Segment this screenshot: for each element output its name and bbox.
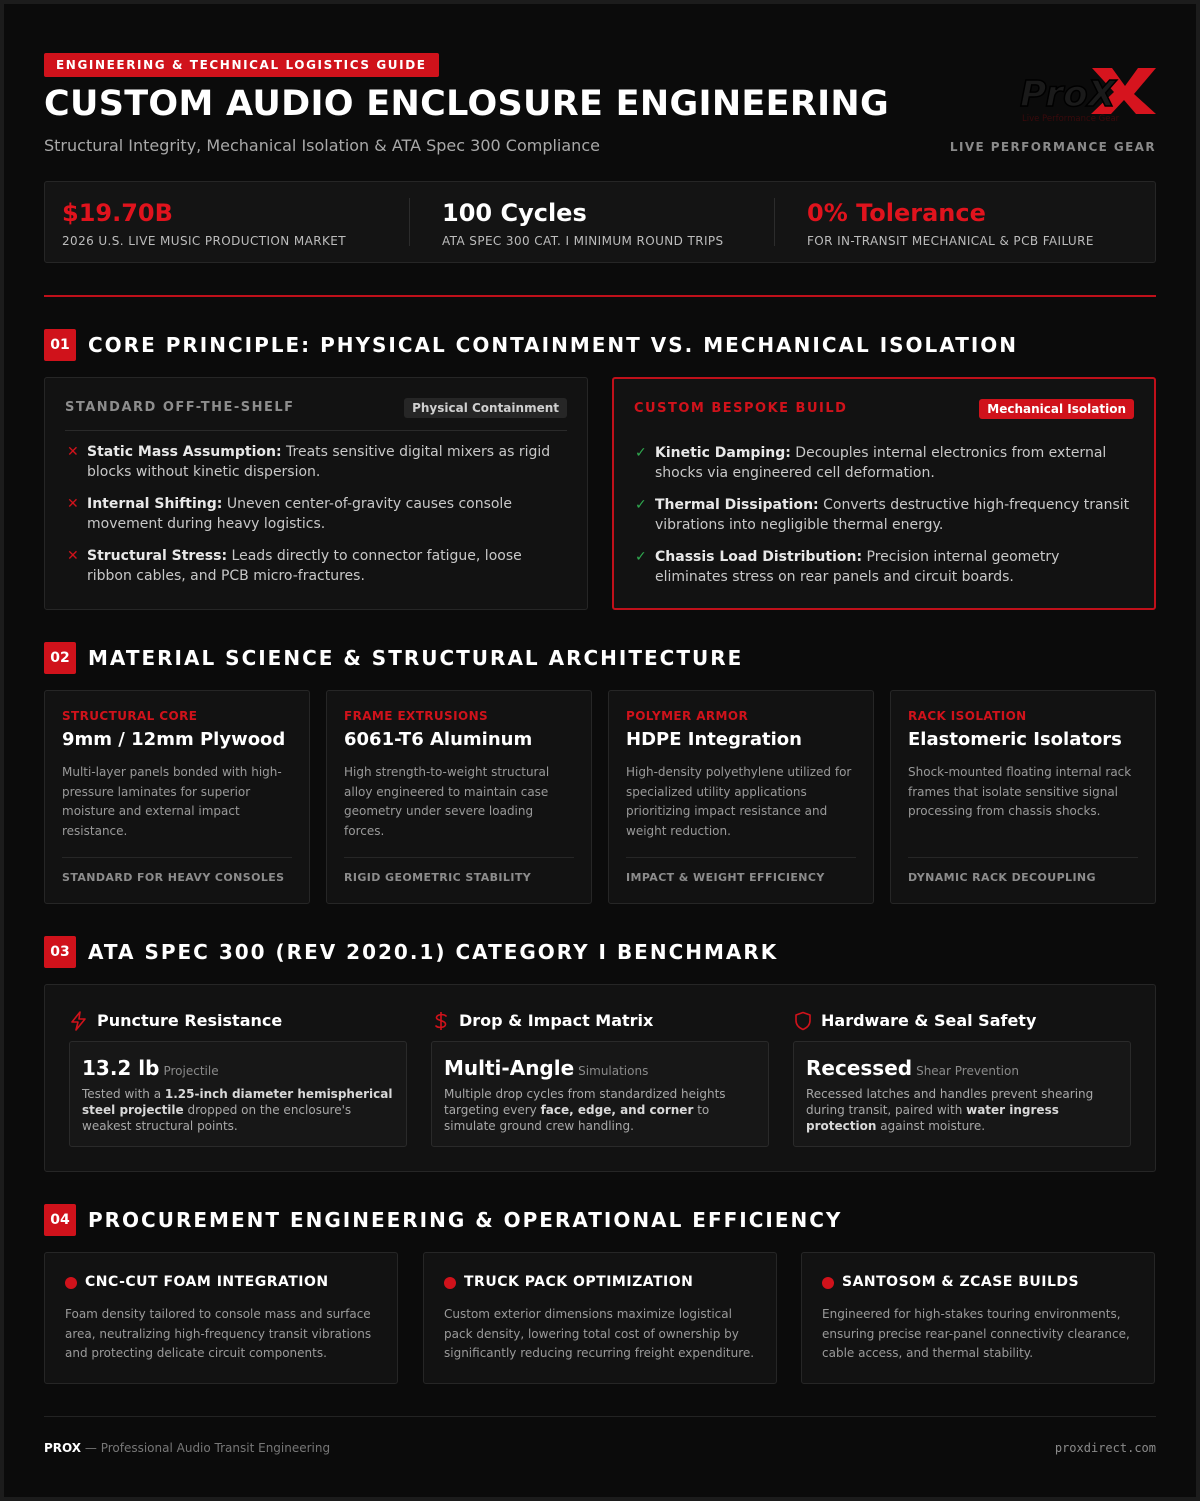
- custom-panel: [612, 377, 1156, 610]
- list-item: ✓ Kinetic Damping: Decouples internal electronics from external shocks via engineered cell deformation.: [635, 445, 1107, 481]
- list-item: ✓ Chassis Load Distribution: Precision internal geometry eliminates stress on rear panels and circuit boards.: [635, 549, 1060, 585]
- procurement-card-truck-pack: [423, 1252, 777, 1384]
- bullet-dot-icon: [444, 1277, 456, 1289]
- check-icon: ✓: [635, 549, 647, 565]
- list-item: ✕ Static Mass Assumption: Treats sensitive digital mixers as rigid blocks without kinetic dispersion.: [67, 444, 551, 480]
- material-footer: STANDARD FOR HEAVY CONSOLES: [62, 871, 285, 884]
- bullet-dot-icon: [65, 1277, 77, 1289]
- material-name: HDPE Integration: [626, 729, 802, 750]
- list-item: ✕ Internal Shifting: Uneven center-of-gravity causes console movement during heavy logistics.: [67, 496, 512, 532]
- material-name: Elastomeric Isolators: [908, 729, 1122, 750]
- x-icon: ✕: [67, 496, 79, 512]
- material-description: Multi-layer panels bonded with high-pressure laminates for superior moisture and external impact resistance.: [62, 765, 282, 838]
- check-icon: ✓: [635, 497, 647, 513]
- benchmark-heading: Puncture Resistance: [97, 1011, 283, 1030]
- dollar-icon: [431, 1011, 451, 1031]
- section-title: CORE PRINCIPLE: PHYSICAL CONTAINMENT VS. MECHANICAL ISOLATION: [88, 333, 1019, 357]
- check-icon: ✓: [635, 445, 647, 461]
- card-divider: [908, 857, 1138, 858]
- footer-divider: [44, 1416, 1156, 1417]
- section-title: PROCUREMENT ENGINEERING & OPERATIONAL EFFICIENCY: [88, 1208, 843, 1232]
- material-description: Shock-mounted floating internal rack frames that isolate sensitive signal processing from chassis shocks.: [908, 765, 1132, 818]
- material-description: High strength-to-weight structural alloy engineered to maintain case geometry under severe loading forces.: [344, 765, 550, 838]
- logo-subtext: Live Performance Gear: [1022, 114, 1120, 124]
- card-divider: [62, 857, 292, 858]
- procurement-description: Foam density tailored to console mass and surface area, neutralizing high-frequency transit vibrations and protecting delicate circuit components.: [65, 1307, 372, 1360]
- custom-heading: CUSTOM BESPOKE BUILD: [634, 401, 848, 416]
- card-divider: [344, 857, 574, 858]
- x-icon: ✕: [67, 444, 79, 460]
- procurement-heading: TRUCK PACK OPTIMIZATION: [464, 1274, 694, 1290]
- kpi-value: 100 Cycles: [442, 199, 587, 227]
- procurement-description: Engineered for high-stakes touring environments, ensuring precise rear-panel connectivity clearance, cable access, and thermal stability.: [822, 1307, 1130, 1360]
- benchmark-card-drop: [431, 1041, 769, 1147]
- benchmark-heading: Hardware & Seal Safety: [821, 1011, 1037, 1030]
- list-item: ✕ Structural Stress: Leads directly to connector fatigue, loose ribbon cables, and PCB micro-fractures.: [67, 548, 522, 584]
- list-item: ✓ Thermal Dissipation: Converts destructive high-frequency transit vibrations into negligible thermal energy.: [635, 497, 1130, 533]
- page-subtitle: Structural Integrity, Mechanical Isolation & ATA Spec 300 Compliance: [44, 136, 600, 155]
- page-title: CUSTOM AUDIO ENCLOSURE ENGINEERING: [44, 84, 890, 124]
- benchmark-card-puncture: [69, 1041, 407, 1147]
- header-divider: [44, 295, 1156, 297]
- benchmark-heading: Drop & Impact Matrix: [459, 1011, 654, 1030]
- procurement-card-foam: [44, 1252, 398, 1384]
- guide-tag: ENGINEERING & TECHNICAL LOGISTICS GUIDE: [44, 53, 439, 77]
- procurement-heading: SANTOSOM & ZCASE BUILDS: [842, 1274, 1080, 1290]
- card-divider: [626, 857, 856, 858]
- footer-brand: PROX — Professional Audio Transit Engineering: [44, 1441, 331, 1455]
- standard-panel: [44, 377, 588, 610]
- material-card-plywood: [44, 690, 310, 904]
- material-footer: DYNAMIC RACK DECOUPLING: [908, 871, 1096, 884]
- lightning-icon: [69, 1011, 89, 1031]
- bullet-dot-icon: [822, 1277, 834, 1289]
- benchmark-card-seal: [793, 1041, 1131, 1147]
- kpi-label: FOR IN-TRANSIT MECHANICAL & PCB FAILURE: [807, 234, 1094, 248]
- shield-icon: [793, 1011, 813, 1031]
- kpi-bar: [44, 181, 1156, 263]
- benchmark-description: Tested with a 1.25-inch diameter hemispherical steel projectile dropped on the enclosure's weakest structural points.: [82, 1087, 393, 1133]
- material-description: High-density polyethylene utilized for specialized utility applications prioritizing impact resistance and weight reduction.: [626, 765, 852, 838]
- mechanical-isolation-badge: Mechanical Isolation: [979, 399, 1134, 419]
- section-number: 02: [44, 642, 76, 674]
- kpi-value: 0% Tolerance: [807, 199, 986, 227]
- procurement-heading: CNC-CUT FOAM INTEGRATION: [85, 1274, 329, 1290]
- section-number: 03: [44, 936, 76, 968]
- benchmark-value: 13.2 lb Projectile: [82, 1056, 219, 1080]
- x-icon: ✕: [67, 548, 79, 564]
- benchmark-description: Multiple drop cycles from standardized heights targeting every face, edge, and corner to simulate ground crew handling.: [444, 1087, 726, 1133]
- kpi-divider: [409, 198, 410, 246]
- material-footer: IMPACT & WEIGHT EFFICIENCY: [626, 871, 825, 884]
- material-card-aluminum: [326, 690, 592, 904]
- material-category: FRAME EXTRUSIONS: [344, 709, 489, 723]
- material-category: POLYMER ARMOR: [626, 709, 749, 723]
- section-number: 01: [44, 329, 76, 361]
- material-card-isolators: [890, 690, 1156, 904]
- material-category: STRUCTURAL CORE: [62, 709, 198, 723]
- kpi-label: 2026 U.S. LIVE MUSIC PRODUCTION MARKET: [62, 234, 346, 248]
- material-name: 9mm / 12mm Plywood: [62, 729, 286, 750]
- benchmark-value: Recessed Shear Prevention: [806, 1056, 1019, 1080]
- material-name: 6061-T6 Aluminum: [344, 729, 533, 750]
- kpi-divider: [774, 198, 775, 246]
- section-title: MATERIAL SCIENCE & STRUCTURAL ARCHITECTURE: [88, 646, 744, 670]
- material-card-hdpe: [608, 690, 874, 904]
- benchmark-panel: [44, 984, 1156, 1172]
- standard-heading: STANDARD OFF-THE-SHELF: [65, 400, 295, 415]
- material-footer: RIGID GEOMETRIC STABILITY: [344, 871, 532, 884]
- footer-url[interactable]: proxdirect.com: [1054, 1441, 1156, 1455]
- benchmark-description: Recessed latches and handles prevent shearing during transit, paired with water ingress protection against moisture.: [806, 1087, 1094, 1133]
- page: [4, 4, 1196, 1497]
- logo-wordmark: ProX: [1020, 74, 1116, 115]
- header-tagline: LIVE PERFORMANCE GEAR: [949, 140, 1156, 154]
- prox-logo: [1014, 64, 1159, 128]
- section-number: 04: [44, 1204, 76, 1236]
- kpi-value: $19.70B: [62, 199, 173, 227]
- panel-divider: [65, 430, 567, 431]
- section-title: ATA SPEC 300 (REV 2020.1) CATEGORY I BENCHMARK: [88, 940, 779, 964]
- physical-containment-badge: Physical Containment: [404, 398, 567, 418]
- procurement-card-builds: [801, 1252, 1155, 1384]
- benchmark-value: Multi-Angle Simulations: [444, 1056, 649, 1080]
- procurement-description: Custom exterior dimensions maximize logistical pack density, lowering total cost of ownership by significantly reducing recurring freight expenditure.: [444, 1307, 755, 1360]
- material-category: RACK ISOLATION: [908, 709, 1027, 723]
- kpi-label: ATA SPEC 300 CAT. I MINIMUM ROUND TRIPS: [442, 234, 724, 248]
